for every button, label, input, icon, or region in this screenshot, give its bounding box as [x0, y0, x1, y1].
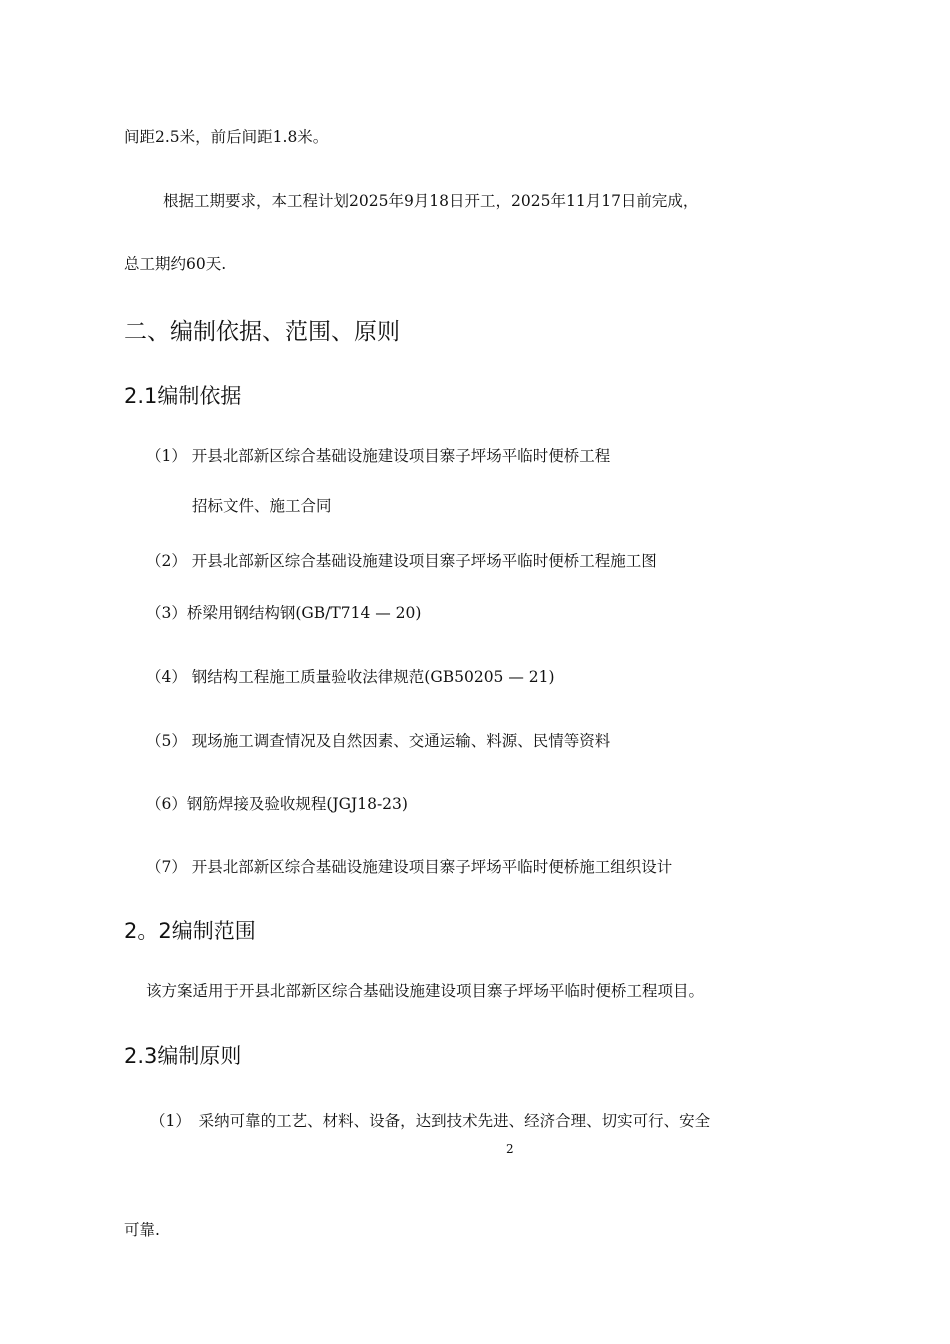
- list-item: （1） 开县北部新区综合基础设施建设项目寨子坪场平临时便桥工程: [146, 447, 611, 465]
- subsection-heading-basis: 2.1编制依据: [124, 384, 242, 408]
- page-number: 2: [506, 1142, 514, 1156]
- paragraph-schedule: 根据工期要求，本工程计划2025年9月18日开工，2025年11月17日前完成，: [163, 192, 699, 210]
- list-item-continuation: 招标文件、施工合同: [192, 497, 332, 515]
- section-heading: 二、编制依据、范围、原则: [124, 319, 400, 345]
- subsection-heading-scope: 2。2编制范围: [124, 919, 256, 943]
- subsection-heading-principle: 2.3编制原则: [124, 1044, 242, 1068]
- paragraph-spacing: 间距2.5米，前后间距1.8米。: [124, 128, 329, 146]
- paragraph-duration: 总工期约60天.: [124, 255, 227, 273]
- list-item: （5） 现场施工调查情况及自然因素、交通运输、料源、民情等资料: [146, 732, 611, 750]
- list-item: （2） 开县北部新区综合基础设施建设项目寨子坪场平临时便桥工程施工图: [146, 552, 657, 570]
- list-item: （6）钢筋焊接及验收规程(JGJ18-23): [146, 795, 408, 813]
- list-item-continuation: 可靠.: [124, 1221, 160, 1239]
- list-item: （1） 采纳可靠的工艺、材料、设备，达到技术先进、经济合理、切实可行、安全: [150, 1112, 711, 1130]
- paragraph-scope: 该方案适用于开县北部新区综合基础设施建设项目寨子坪场平临时便桥工程项目。: [146, 982, 705, 1000]
- list-item: （4） 钢结构工程施工质量验收法律规范(GB50205 — 21): [146, 668, 555, 686]
- list-item: （7） 开县北部新区综合基础设施建设项目寨子坪场平临时便桥施工组织设计: [146, 858, 673, 876]
- list-item: （3）桥梁用钢结构钢(GB/T714 — 20): [146, 604, 422, 622]
